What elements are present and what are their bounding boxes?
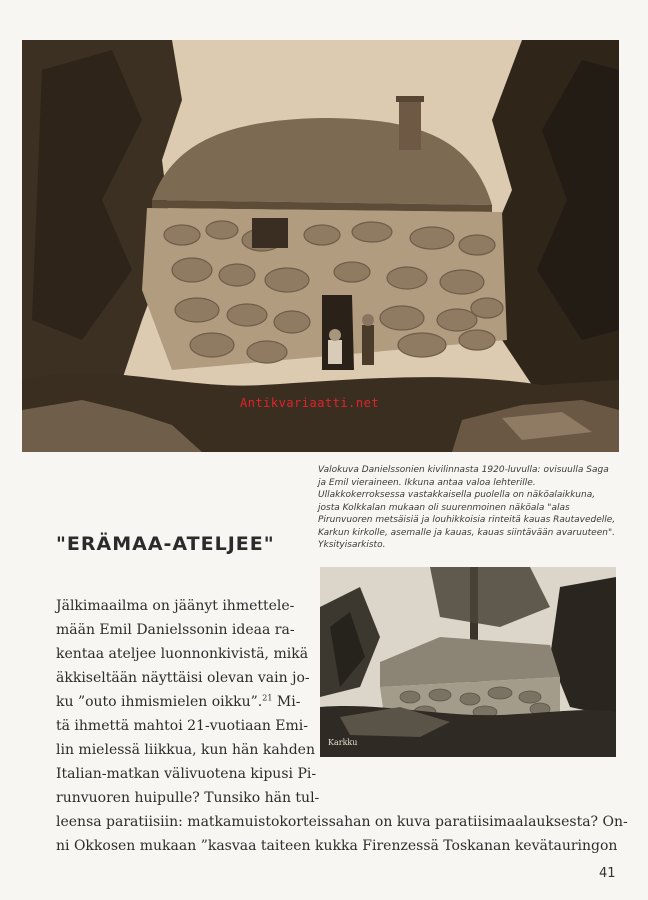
body-line: leensa paratiisiin: matkamuistokorteissahan on kuva paratiisimaalauksesta? On- bbox=[56, 814, 628, 830]
body-line-with-footnote bbox=[56, 692, 300, 712]
body-line: Jälkimaailma on jäänyt ihmettele- bbox=[56, 598, 295, 614]
footnote-marker: 21 bbox=[262, 693, 273, 703]
section-heading: "ERÄMAA-ATELJEE" bbox=[56, 533, 275, 555]
karkku-photo bbox=[320, 567, 616, 757]
stone-house-photo bbox=[22, 40, 619, 452]
photo-caption: Valokuva Danielssonien kivilinnasta 1920-luvulla: ovisuulla Saga ja Emil vieraineen. Ikkuna antaa valoa lehterille. Ullakkokerroksessa vastakkaisella puolella on näköalaikkuna, josta Kolkkalan mukaan oli suurenmoinen näköala "alas Pirunvuoren metsäisiä ja louhikkoisia rinteitä kauas Rautavedelle, Karkun kirkolle, asemalle ja kauas, kauas siintävään avaruuteen". Yksityisarkisto. bbox=[318, 465, 616, 550]
body-line: mään Emil Danielssonin ideaa ra- bbox=[56, 622, 295, 638]
body-line: Italian-matkan välivuotena kipusi Pi- bbox=[56, 766, 317, 782]
watermark-text: Antikvariaatti.net bbox=[240, 396, 380, 410]
body-line: ni Okkosen mukaan ”kasvaa taiteen kukka Firenzessä Toskanan kevätauringon bbox=[56, 838, 618, 854]
body-line: äkkiseltään näyttäisi olevan vain jo- bbox=[56, 670, 310, 686]
body-line: runvuoren huipulle? Tunsiko hän tul- bbox=[56, 790, 320, 806]
stone-house-illustration bbox=[22, 40, 619, 452]
body-line-text-end: Mi- bbox=[272, 694, 301, 710]
photo-location-label: Karkku bbox=[328, 738, 358, 747]
body-line-text: ku ”outo ihmismielen oikku”. bbox=[56, 694, 263, 710]
body-line: tä ihmettä mahtoi 21-vuotiaan Emi- bbox=[56, 718, 309, 734]
page-number: 41 bbox=[599, 866, 616, 881]
body-line: lin mielessä liikkua, kun hän kahden bbox=[56, 742, 315, 758]
karkku-illustration bbox=[320, 567, 616, 757]
body-line: kentaa ateljee luonnonkivistä, mikä bbox=[56, 646, 309, 662]
